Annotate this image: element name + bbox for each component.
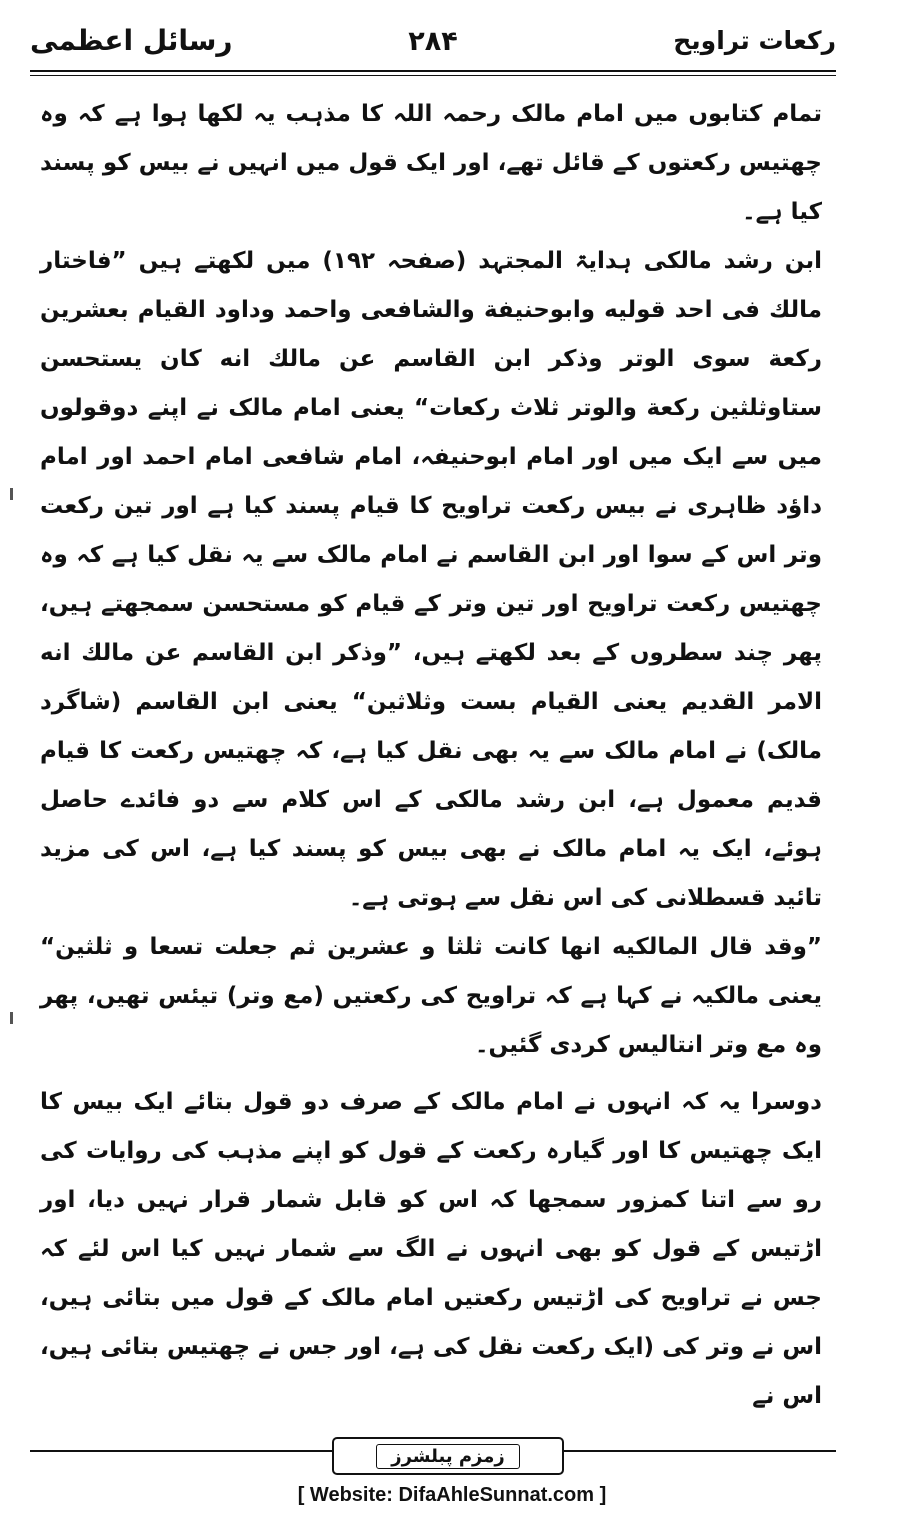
- paragraph-intro: تمام کتابوں میں امام مالک رحمہ اللہ کا مذہب یہ لکھا ہوا ہے کہ وہ چھتیس رکعتوں کے قائل تھے، اور ایک قول میں انہیں نے بیس کو پسند کیا ہے۔: [40, 101, 822, 225]
- header-rule-thin: [30, 75, 836, 76]
- chapter-title: رکعات تراویح: [673, 26, 836, 55]
- publisher-name: زمزم پبلشرز: [376, 1444, 520, 1469]
- page-body: [40, 90, 822, 1421]
- page-header: [30, 22, 836, 70]
- publisher-logo: [332, 1437, 564, 1475]
- book-title: رسائل اعظمی: [30, 24, 233, 57]
- paragraph-second-point: دوسرا یہ کہ انہوں نے امام مالک کے صرف دو قول بتائے ایک بیس کا ایک چھتیس کا اور گیارہ رکعت کے قول کو اپنے مذہب کی روایات کی رو سے اتنا کمزور سمجھا کہ اس کو قابل شمار قرار نہیں دیا، اور اڑتیس کے قول کو بھی انہوں نے الگ سے شمار نہیں کیا اس لئے کہ جس نے تراویح کی اڑتیس رکعتیں امام مالک کے قول میں بتائی ہیں، اس نے وتر کی (ایک رکعت نقل کی ہے، اور جس نے چھتیس بتائی ہیں، اس نے: [40, 1089, 822, 1409]
- paragraph-malikiyya-quote: ”وقد قال المالكيه انها كانت ثلثا و عشرين ثم جعلت تسعا و ثلثين“ یعنی مالکیہ نے کہا ہے کہ تراویح کی رکعتیں (مع وتر) تیئس تھیں، پھر وہ مع وتر انتالیس کردی گئیں۔: [40, 934, 822, 1058]
- margin-mark: [10, 1012, 13, 1024]
- paragraph-ibn-rushd: ابن رشد مالکی ہدایۃ المجتہد (صفحہ ۱۹۲) میں لکھتے ہیں ”فاختار مالك فی احد قوليه وابوحنيفة والشافعی واحمد وداود القيام بعشرين ركعة سوی الوتر وذكر ابن القاسم عن مالك انه كان يستحسن ستاوثلثين ركعة والوتر ثلاث ركعات“ یعنی امام مالک نے اپنے دوقولوں میں سے ایک میں اور امام ابوحنیفہ، امام شافعی امام احمد اور امام داؤد ظاہری نے بیس رکعت تراویح کا قیام پسند کیا ہے اور تین رکعت وتر اس کے سوا اور ابن القاسم نے امام مالک سے یہ نقل کیا ہے کہ وہ چھتیس رکعت تراویح اور تین وتر کے قیام کو مستحسن سمجھتے ہیں، پھر چند سطروں کے بعد لکھتے ہیں، ”وذكر ابن القاسم عن مالك انه الامر القديم يعنی القيام بست وثلاثين“ یعنی ابن القاسم (شاگرد مالک) نے امام مالک سے یہ بھی نقل کیا ہے، کہ چھتیس رکعت کا قیام قدیم معمول ہے، ابن رشد مالکی کے اس کلام سے دو فائدے حاصل ہوئے، ایک یہ امام مالک نے بھی بیس کو پسند کیا ہے، اس کی مزید تائید قسطلانی کی اس نقل سے ہوتی ہے۔: [40, 248, 822, 911]
- margin-mark: [10, 488, 13, 500]
- website-banner: [ Website: DifaAhleSunnat.com ]: [297, 1484, 607, 1506]
- header-rule: [30, 70, 836, 72]
- page-number: ۲۸۴: [408, 26, 458, 57]
